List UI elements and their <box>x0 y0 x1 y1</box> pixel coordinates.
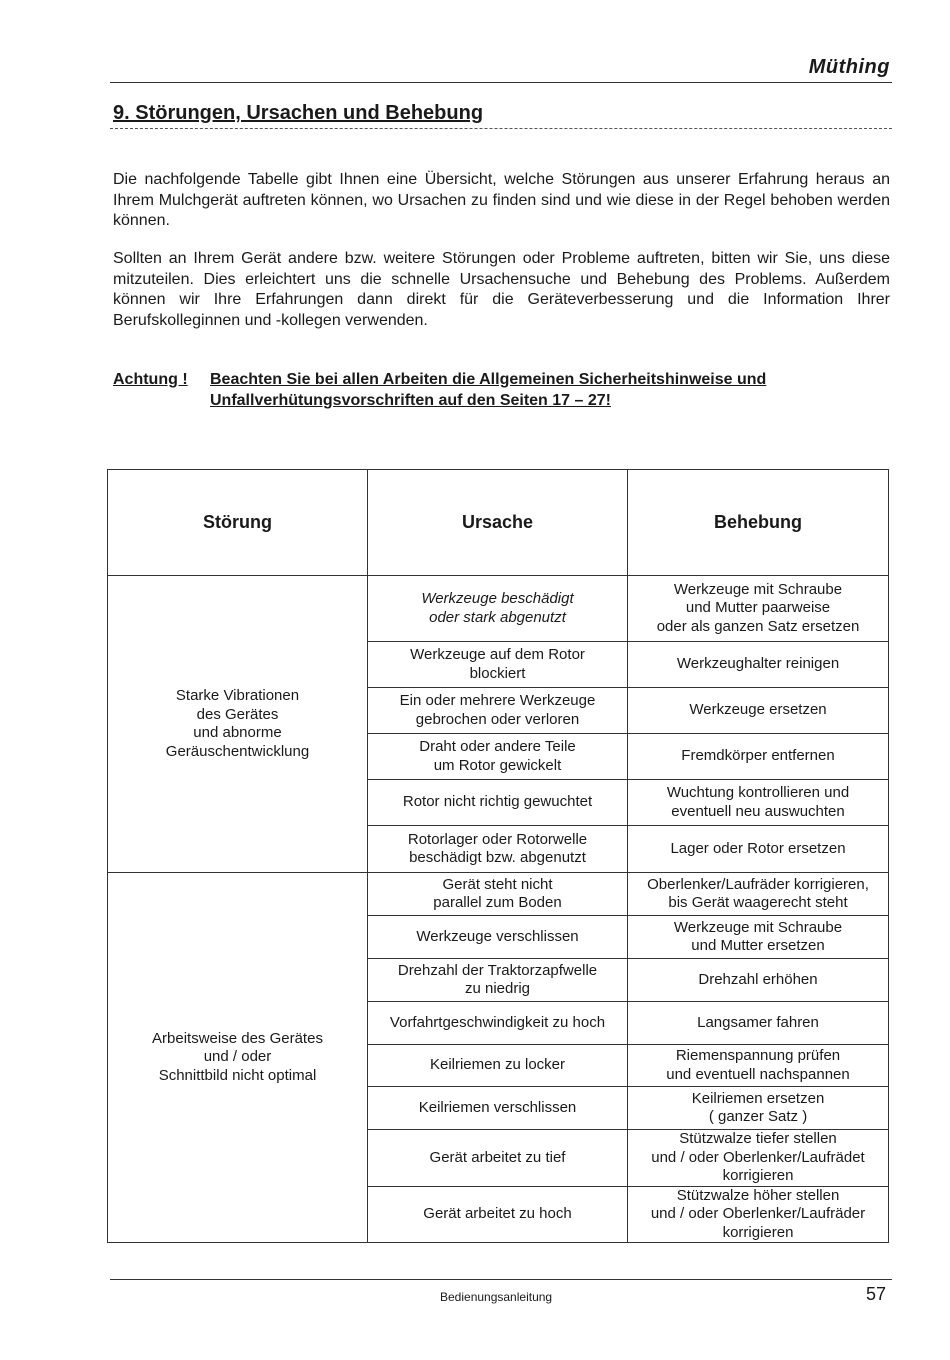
warning-label: Achtung ! <box>113 371 188 388</box>
header-stoerung: Störung <box>108 470 368 576</box>
table-row <box>108 873 889 916</box>
warning-text: Beachten Sie bei allen Arbeiten die Allgemeinen Sicherheitshinweise und Unfallverhütungsvorschriften auf den Seiten 17 – 27! <box>210 371 767 409</box>
behebung-cell: Stützwalze höher stellen und / oder Oberlenker/Laufräder korrigieren <box>628 1186 889 1243</box>
intro-paragraph: Die nachfolgende Tabelle gibt Ihnen eine Übersicht, welche Störungen aus unserer Erfahrung heraus an Ihrem Mulchgerät auftreten können, wo Ursachen zu finden sind und wie diese in der Regel behoben werden können. <box>113 171 890 229</box>
ursache-cell: Drehzahl der Traktorzapfwelle zu niedrig <box>368 959 628 1002</box>
ursache-cell: Gerät steht nicht parallel zum Boden <box>368 873 628 916</box>
stoerung-cell: Starke Vibrationen des Gerätes und abnorme Geräuschentwicklung <box>108 576 368 873</box>
ursache-cell: Keilriemen zu locker <box>368 1045 628 1087</box>
behebung-cell: Langsamer fahren <box>628 1002 889 1045</box>
footer-label: Bedienungsanleitung <box>440 1290 553 1304</box>
section-title: 9. Störungen, Ursachen und Behebung <box>113 102 484 124</box>
behebung-cell: Oberlenker/Laufräder korrigieren, bis Gerät waagerecht steht <box>628 873 889 916</box>
header-ursache: Ursache <box>368 470 628 576</box>
behebung-cell: Wuchtung kontrollieren und eventuell neu auswuchten <box>628 780 889 826</box>
ursache-cell: Draht oder andere Teile um Rotor gewickelt <box>368 734 628 780</box>
ursache-cell: Gerät arbeitet zu hoch <box>368 1186 628 1243</box>
ursache-cell: Gerät arbeitet zu tief <box>368 1130 628 1187</box>
feedback-paragraph: Sollten an Ihrem Gerät andere bzw. weitere Störungen oder Probleme auftreten, bitten wir Sie, uns diese mitzuteilen. Dies erleichtert uns die schnelle Ursachensuche und Behebung des Problems. Außerdem können wir Ihre Erfahrungen dann direkt für die Geräteverbesserung und die Information Ihrer Berufskolleginnen und -kollegen verwenden. <box>113 250 890 329</box>
behebung-cell: Werkzeuge ersetzen <box>628 688 889 734</box>
ursache-cell: Vorfahrtgeschwindigkeit zu hoch <box>368 1002 628 1045</box>
troubleshooting-table <box>107 469 889 1243</box>
stoerung-cell: Arbeitsweise des Gerätes und / oder Schnittbild nicht optimal <box>108 873 368 1243</box>
behebung-cell: Stützwalze tiefer stellen und / oder Oberlenker/Laufrädet korrigieren <box>628 1130 889 1187</box>
ursache-cell: Werkzeuge auf dem Rotor blockiert <box>368 642 628 688</box>
ursache-cell: Rotorlager oder Rotorwelle beschädigt bzw. abgenutzt <box>368 826 628 873</box>
table-header-row <box>108 470 889 576</box>
behebung-cell: Lager oder Rotor ersetzen <box>628 826 889 873</box>
behebung-cell: Fremdkörper entfernen <box>628 734 889 780</box>
ursache-cell: Keilriemen verschlissen <box>368 1087 628 1130</box>
ursache-cell: Rotor nicht richtig gewuchtet <box>368 780 628 826</box>
behebung-cell: Werkzeuge mit Schraube und Mutter ersetzen <box>628 916 889 959</box>
footer-rule <box>110 1279 892 1280</box>
title-rule <box>110 128 892 129</box>
header-rule <box>110 82 892 83</box>
ursache-cell: Werkzeuge verschlissen <box>368 916 628 959</box>
behebung-cell: Werkzeuge mit Schraube und Mutter paarweise oder als ganzen Satz ersetzen <box>628 576 889 642</box>
behebung-cell: Drehzahl erhöhen <box>628 959 889 1002</box>
brand-logo: Müthing <box>808 56 890 78</box>
ursache-cell: Werkzeuge beschädigt oder stark abgenutzt <box>368 576 628 642</box>
ursache-cell: Ein oder mehrere Werkzeuge gebrochen oder verloren <box>368 688 628 734</box>
behebung-cell: Riemenspannung prüfen und eventuell nachspannen <box>628 1045 889 1087</box>
behebung-cell: Werkzeughalter reinigen <box>628 642 889 688</box>
table-row <box>108 576 889 642</box>
header-behebung: Behebung <box>628 470 889 576</box>
behebung-cell: Keilriemen ersetzen ( ganzer Satz ) <box>628 1087 889 1130</box>
page-number: 57 <box>866 1284 887 1304</box>
